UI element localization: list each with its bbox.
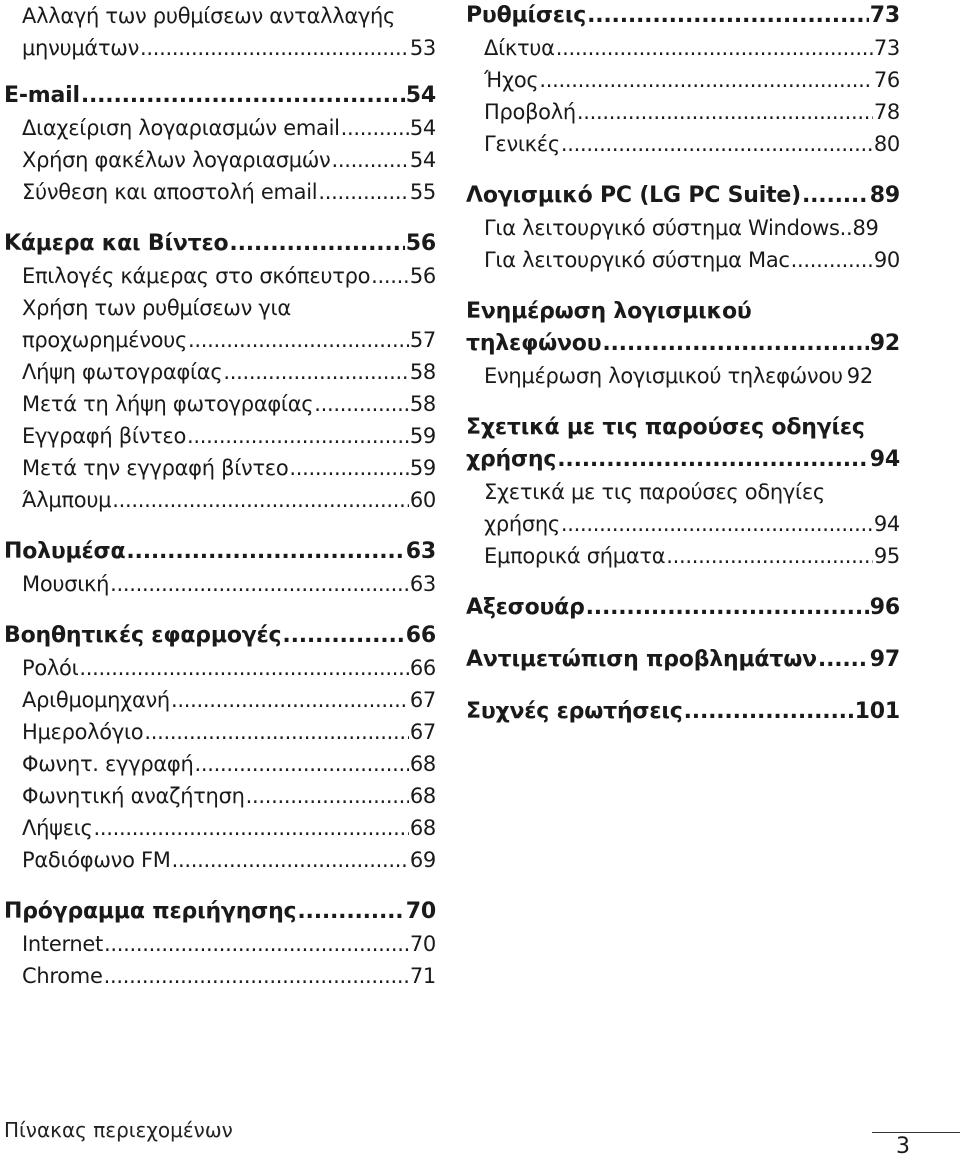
toc-entry-label: Χρήση φακέλων λογαριασμών [22,148,331,172]
toc-entry[interactable] [466,64,900,96]
toc-heading-about-guide[interactable] [466,412,900,476]
toc-entry[interactable] [466,32,900,64]
toc-entry[interactable] [4,260,436,292]
toc-entry[interactable] [4,652,436,684]
toc-entry[interactable] [4,748,436,780]
toc-entry-label: Μουσική [22,572,110,596]
toc-entry-label: Επιλογές κάμερας στο σκόπευτρο [22,264,371,288]
toc-entry-page: 90 [873,248,900,272]
toc-entry-page: 95 [873,544,900,568]
toc-entry[interactable] [4,388,436,420]
toc-heading-label: Αντιμετώπιση προβλημάτων [466,647,817,672]
toc-entry-label: Ενημέρωση λογισμικού τηλεφώνου [484,364,843,388]
toc-entry[interactable] [4,844,436,876]
toc-entry-page: 89 [852,216,879,240]
toc-heading-label: Βοηθητικές εφαρμογές [4,623,282,648]
toc-entry-label: Φωνητ. εγγραφή [22,752,194,776]
toc-entry-page: 68 [409,752,436,776]
toc-entry-label: μηνυμάτων [22,36,140,60]
toc-entry-page: 68 [409,816,436,840]
toc-entry[interactable] [4,684,436,716]
toc-entry-label: Ήχος [484,68,539,92]
toc-entry-label: Σύνθεση και αποστολή email [22,180,318,204]
toc-right-column [466,0,900,728]
toc-entry-label: Φωνητική αναζήτηση [22,784,245,808]
toc-entry[interactable] [4,452,436,484]
toc-heading-label: Αξεσουάρ [466,595,585,620]
toc-entry[interactable] [4,716,436,748]
toc-heading-first-line: Σχετικά με τις παρούσες οδηγίες [466,415,865,440]
toc-heading-camera[interactable] [4,228,436,260]
toc-entry[interactable] [4,928,436,960]
toc-heading-multimedia[interactable] [4,536,436,568]
toc-entry[interactable] [466,360,900,392]
toc-heading-pc-software[interactable] [466,180,900,212]
toc-heading-software-update[interactable] [466,296,900,360]
toc-entry[interactable] [4,144,436,176]
toc-heading-page: 63 [405,539,436,564]
toc-entry-label: Chrome [22,964,103,988]
toc-entry[interactable] [4,112,436,144]
toc-entry-label: Λήψη φωτογραφίας [22,360,223,384]
toc-entry[interactable] [466,476,900,540]
toc-entry-page: 59 [409,424,436,448]
toc-heading-label: χρήσης [466,447,557,472]
toc-entry-page: 54 [409,148,436,172]
toc-entry-separator: .. [839,216,853,240]
toc-entry-label: Μετά την εγγραφή βίντεο [22,456,289,480]
toc-heading-faq[interactable] [466,696,900,728]
toc-entry-label: Διαχείριση λογαριασμών email [22,116,340,140]
toc-entry-label: χρήσης [484,512,560,536]
toc-heading-label: Λογισμικό PC (LG PC Suite) [466,183,801,208]
toc-heading-settings[interactable] [466,0,900,32]
toc-heading-page: 92 [869,331,900,356]
toc-entry-label: Για λειτουργικό σύστημα Mac [484,248,790,272]
toc-entry-page: 71 [409,964,436,988]
toc-heading-page: 54 [405,83,436,108]
toc-entry[interactable] [4,812,436,844]
toc-heading-email[interactable] [4,80,436,112]
toc-entry[interactable] [4,292,436,356]
toc-heading-label: Κάμερα και Βίντεο [4,231,229,256]
toc-entry-label: προχωρημένους [22,328,188,352]
toc-heading-label: Πρόγραμμα περιήγησης [4,899,297,924]
toc-entry-page: 59 [409,456,436,480]
toc-entry-label: Γενικές [484,132,560,156]
toc-entry-page: 73 [873,36,900,60]
toc-entry-label: Άλμπουμ [22,488,112,512]
footer-title: Πίνακας περιεχομένων [4,1118,233,1142]
toc-entry[interactable] [466,96,900,128]
toc-entry-page: 76 [873,68,900,92]
footer-divider [872,1132,960,1133]
toc-entry-label: Για λειτουργικό σύστημα Windows [484,216,840,240]
toc-entry-page: 53 [409,36,436,60]
toc-entry-label: Μετά τη λήψη φωτογραφίας [22,392,314,416]
toc-entry-page: 78 [873,100,900,124]
toc-heading-page: 94 [869,447,900,472]
toc-entry-first-line: Αλλαγή των ρυθμίσεων ανταλλαγής [22,4,396,28]
toc-heading-page: 66 [405,623,436,648]
toc-heading-accessories[interactable] [466,592,900,624]
toc-heading-page: 96 [869,595,900,620]
toc-entry-page: 63 [409,572,436,596]
toc-entry[interactable] [466,540,900,572]
toc-entry-messaging-settings[interactable] [4,0,436,64]
toc-entry[interactable] [4,176,436,208]
toc-heading-page: 101 [854,699,900,724]
toc-entry[interactable] [4,484,436,516]
toc-entry-page: 92 [846,364,873,388]
toc-heading-label: E-mail [4,83,80,108]
toc-entry-label: Αριθμομηχανή [22,688,170,712]
toc-entry-page: 69 [409,848,436,872]
toc-entry-page: 58 [409,392,436,416]
toc-entry[interactable] [466,244,900,276]
toc-entry-page: 58 [409,360,436,384]
toc-heading-label: Πολυμέσα [4,539,126,564]
toc-heading-page: 89 [869,183,900,208]
toc-entry-page: 67 [409,688,436,712]
toc-heading-page: 70 [405,899,436,924]
toc-entry[interactable] [4,420,436,452]
toc-entry-label: Δίκτυα [484,36,555,60]
toc-entry-page: 54 [409,116,436,140]
toc-entry[interactable] [4,780,436,812]
toc-entry-page: 94 [873,512,900,536]
toc-entry[interactable] [466,212,900,244]
toc-entry-page: 60 [409,488,436,512]
toc-left-column [4,0,436,992]
toc-entry-label: Εγγραφή βίντεο [22,424,187,448]
toc-entry-label: Internet [22,932,103,956]
toc-heading-first-line: Ενημέρωση λογισμικού [466,299,752,324]
toc-entry-page: 68 [409,784,436,808]
toc-entry-page: 80 [873,132,900,156]
toc-entry[interactable] [466,128,900,160]
toc-heading-utilities[interactable] [4,620,436,652]
toc-heading-troubleshooting[interactable] [466,644,900,676]
toc-heading-browser[interactable] [4,896,436,928]
toc-entry-page: 66 [409,656,436,680]
toc-entry-label: Εμπορικά σήματα [484,544,666,568]
toc-entry-page: 67 [409,720,436,744]
toc-entry[interactable] [4,568,436,600]
page-number: 3 [896,1134,910,1159]
toc-entry-first-line: Σχετικά με τις παρούσες οδηγίες [484,480,825,504]
toc-heading-label: Συχνές ερωτήσεις [466,699,683,724]
toc-heading-page: 56 [405,231,436,256]
toc-entry-page: 70 [409,932,436,956]
toc-entry-label: Ρολόι [22,656,79,680]
toc-heading-label: τηλεφώνου [466,331,602,356]
toc-entry-label: Προβολή [484,100,576,124]
toc-entry-label: Ραδιόφωνο FM [22,848,171,872]
toc-entry-page: 57 [409,328,436,352]
toc-entry-page: 56 [409,264,436,288]
toc-entry[interactable] [4,356,436,388]
toc-entry-label: Λήψεις [22,816,93,840]
toc-entry[interactable] [4,960,436,992]
toc-heading-label: Ρυθμίσεις [466,3,587,28]
toc-heading-page: 73 [869,3,900,28]
toc-entry-label: Ημερολόγιο [22,720,144,744]
toc-entry-first-line: Χρήση των ρυθμίσεων για [22,296,291,320]
toc-heading-page: 97 [869,647,900,672]
toc-entry-page: 55 [409,180,436,204]
